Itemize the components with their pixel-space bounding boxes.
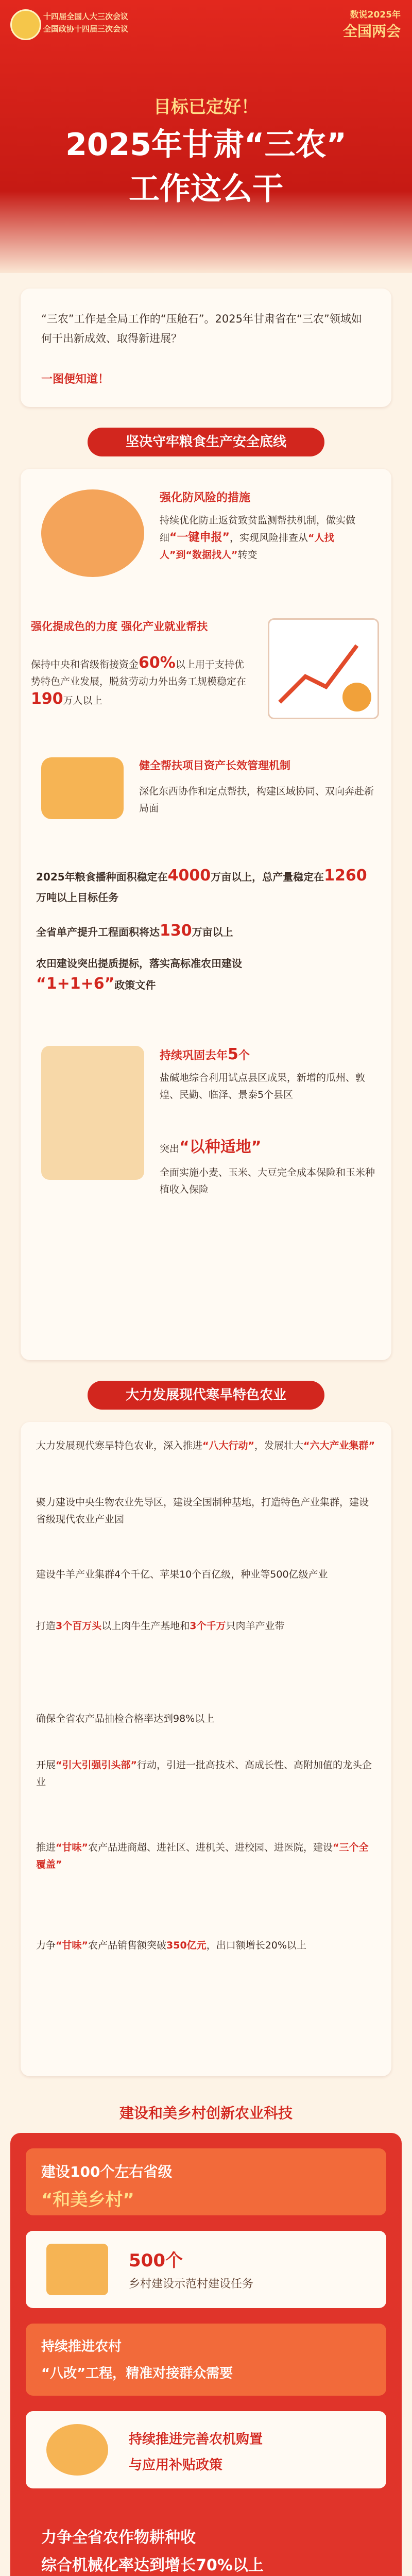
village-box1-line1: 建设100个左右省级: [41, 2163, 173, 2180]
risk-title: 强化防风险的措施: [160, 492, 251, 504]
grain-text: 2025年粮食播种面积稳定在4000万亩以上，总产量稳定在1260万吨以上目标任务: [36, 867, 367, 904]
growth-chart-icon: [268, 618, 379, 719]
intro-cta: 一图便知道！: [41, 373, 110, 386]
village-box5-line1: 力争全省农作物耕种收: [41, 2529, 196, 2547]
village-box2-num: 500个: [129, 2250, 183, 2271]
saline-key: 突出“以种适地”: [160, 1138, 262, 1156]
header-subtitle: 目标已定好！: [153, 97, 259, 117]
agri-item-7: 力争“甘味”农产品销售额突破350亿元，出口额增长20%以上: [36, 1940, 306, 1951]
page-title: [0, 123, 412, 211]
tractor-icon: [46, 2424, 108, 2476]
agri-item-2: 建设牛羊产业集群4个千亿、苹果10个百亿级，种业等500亿级产业: [36, 1569, 328, 1580]
corner-line2: 全国两会: [342, 23, 401, 40]
village-box-2: [26, 2231, 386, 2308]
header-banner: [0, 0, 412, 273]
village-box2-text: 乡村建设示范村建设任务: [129, 2278, 254, 2291]
pie-chart-icon: [41, 489, 144, 577]
section-title-agri: 大力发展现代寒旱特色农业: [88, 1381, 324, 1410]
insurance-text: 全面实施小麦、玉米、大豆完全成本保险和玉米种植收入保险: [160, 1167, 375, 1195]
wheat-icon: [41, 1046, 144, 1180]
section-title-village: 建设和美乡村创新农业科技: [119, 2105, 293, 2122]
yield-text: 全省单产提升工程面积将达130万亩以上: [36, 922, 233, 940]
section-title-food: 坚决守牢粮食生产安全底线: [88, 428, 324, 456]
title-line2: 工作这么干: [129, 171, 283, 207]
house-icon: [46, 2244, 108, 2295]
farmland-text: 农田建设突出提质提标，落实高标准农田建设 “1+1+6”政策文件: [36, 957, 242, 993]
village-box-3: [26, 2324, 386, 2396]
village-box3-line1: 持续推进农村: [41, 2339, 122, 2354]
agri-item-6: 推进“甘味”农产品进商超、进社区、进机关、进校园、进医院，建设“三个全覆盖”: [36, 1842, 369, 1870]
village-box5-line2: 综合机械化率达到增长70%以上: [41, 2556, 264, 2574]
village-box4-line2: 与应用补贴政策: [129, 2458, 223, 2473]
saline-title: 持续巩固去年5个: [160, 1045, 250, 1063]
village-box4-line1: 持续推进完善农机购置: [129, 2432, 263, 2447]
village-box-5: [26, 2509, 386, 2576]
industry-title: 强化提成色的力度 强化产业就业帮扶: [31, 620, 208, 633]
agri-item-4: 确保全省农产品抽检合格率达到98%以上: [36, 1713, 215, 1724]
village-box-1: [26, 2148, 386, 2215]
badge-line2: 全国政协十四届三次会议: [43, 24, 129, 33]
intro-card: [21, 289, 391, 407]
risk-text: 持续优化防止返贫致贫监测帮扶机制，做实做细“一键申报”，实现风险排查从“人找人”到“数据找人”转变: [160, 515, 356, 561]
mechanism-text: 深化东西协作和定点帮扶，构建区域协同、双向奔赴新局面: [139, 786, 374, 814]
agri-card: [21, 1422, 391, 2076]
saline-text: 盐碱地综合利用试点县区成果，新增的瓜州、敦煌、民勤、临泽、景泰5个县区: [160, 1072, 366, 1100]
agri-item-3: 打造3个百万头以上肉牛生产基地和3个千万只肉羊产业带: [36, 1620, 285, 1632]
party-emblem-icon: [10, 9, 41, 40]
badge-line1: 十四届全国人大三次会议: [43, 12, 129, 21]
intro-text: “三农”工作是全局工作的“压舱石”。2025年甘肃省在“三农”领域如何干出新成效、取得新进展？: [41, 313, 362, 345]
food-card: [21, 469, 391, 1360]
title-line1: 2025年甘肃“三农”: [65, 127, 347, 163]
village-box-4: [26, 2411, 386, 2488]
agri-intro: 大力发展现代寒旱特色农业，深入推进“八大行动”，发展壮大“六大产业集群”: [36, 1440, 375, 1451]
village-box1-line2: “和美乡村”: [41, 2190, 134, 2210]
village-panel: [10, 2133, 402, 2576]
corner-line1: 数说2025年: [350, 10, 401, 20]
mechanism-title: 健全帮扶项目资产长效管理机制: [139, 759, 290, 772]
agri-item-1: 聚力建设中央生物农业先导区，建设全国制种基地，打造特色产业集群，建设省级现代农业产业园: [36, 1497, 369, 1525]
agri-item-5: 开展“引大引强引头部”行动，引进一批高技术、高成长性、高附加值的龙头企业: [36, 1759, 372, 1788]
village-box3-line2: “八改”工程，精准对接群众需要: [41, 2366, 233, 2381]
coin-icon: [41, 757, 124, 819]
industry-text: 保持中央和省级衔接资金60%以上用于支持优势特色产业发展，脱贫劳动力外出务工规模稳定在190万人以上: [31, 654, 247, 708]
